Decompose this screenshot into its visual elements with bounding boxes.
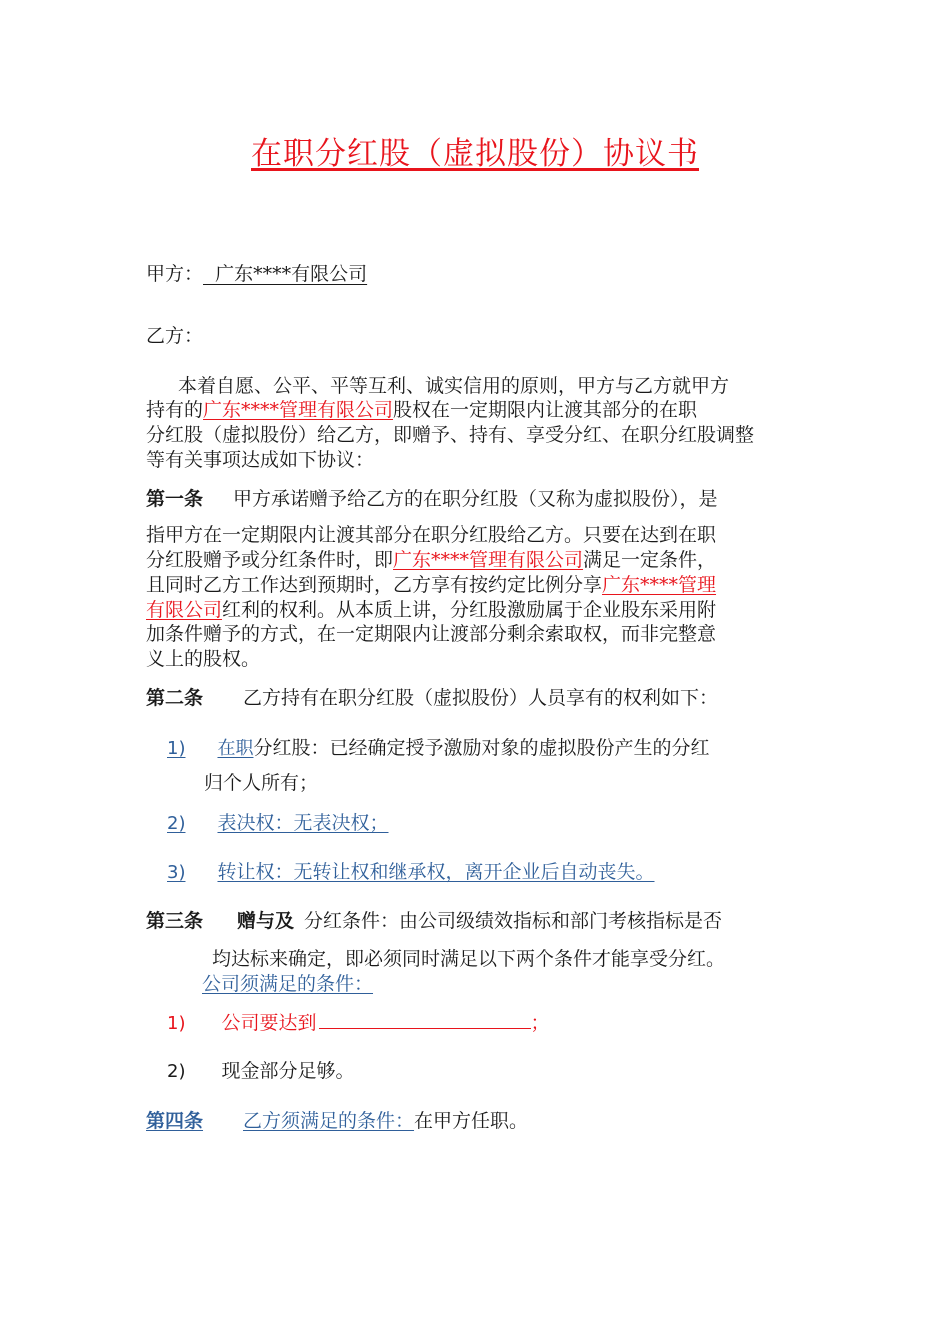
company-name: 有限公司 [146,599,223,621]
article-1-line-4: 且同时乙方工作达到预期时，乙方享有按约定比例分享广东****管理 [146,574,717,596]
article-2-item-1: 1) 在职分红股：已经确定授予激励对象的虚拟股份产生的分红 [167,737,710,759]
intro-line-4: 等有关事项达成如下协议： [146,449,375,471]
article-3-line-2: 均达标来确定，即必须同时满足以下两个条件才能享受分红。 [212,948,726,970]
party-b [146,324,203,348]
article-1-line-3: 分红股赠予或分红条件时，即广东****管理有限公司满足一定条件， [146,549,717,571]
article-3-line-1: 第三条 赠与及 分红条件：由公司级绩效指标和部门考核指标是否 [146,910,723,932]
article-1-heading: 第一条 [146,488,204,510]
party-a [146,262,367,286]
party-b-label: 乙方： [146,325,204,347]
company-name: 广东****管理有限公司 [203,399,394,421]
intro-line-1: 本着自愿、公平、平等互利、诚实信用的原则，甲方与乙方就甲方 [178,375,730,397]
intro-line-3: 分红股（虚拟股份）给乙方，即赠予、持有、享受分红、在职分红股调整 [146,424,755,446]
article-2-item-1-cont: 归个人所有； [204,772,319,794]
article-1-line-6: 加条件赠予的方式，在一定期限内让渡部分剩余索取权，而非完整意 [146,623,717,645]
fill-in-blank[interactable] [319,1010,531,1029]
article-3-item-2: 2) 现金部分足够。 [167,1060,355,1082]
company-name: 广东****管理有限公司 [393,549,584,571]
article-1-line-5: 有限公司红利的权利。从本质上讲，分红股激励属于企业股东采用附 [146,599,717,621]
article-3-heading: 第三条 [146,910,204,932]
party-a-label: 甲方： [146,263,204,285]
article-1-line-7: 义上的股权。 [146,648,261,670]
article-2-heading: 第二条 [146,687,204,709]
company-name: 广东****管理 [602,574,717,596]
intro-line-2: 持有的广东****管理有限公司股权在一定期限内让渡其部分的在职 [146,399,698,421]
article-2-item-2: 2) 表决权：无表决权； [167,812,389,834]
article-1-line-1: 第一条 甲方承诺赠予给乙方的在职分红股（又称为虚拟股份），是 [146,488,718,510]
article-1-line-2: 指甲方在一定期限内让渡其部分在职分红股给乙方。只要在达到在职 [146,524,717,546]
article-3-item-1: 1) 公司要达到 ； [167,1012,550,1034]
party-a-value: 广东****有限公司 [203,263,368,285]
article-3-sub-heading: 公司须满足的条件： [202,973,374,995]
article-2-item-3: 3) 转让权：无转让权和继承权，离开企业后自动丧失。 [167,861,655,883]
article-4-line: 第四条 乙方须满足的条件：在甲方任职。 [146,1110,529,1132]
document-title: 在职分红股（虚拟股份）协议书 [251,136,699,172]
article-2-line: 第二条 乙方持有在职分红股（虚拟股份）人员享有的权利如下： [146,687,719,709]
article-4-heading: 第四条 [146,1110,204,1132]
